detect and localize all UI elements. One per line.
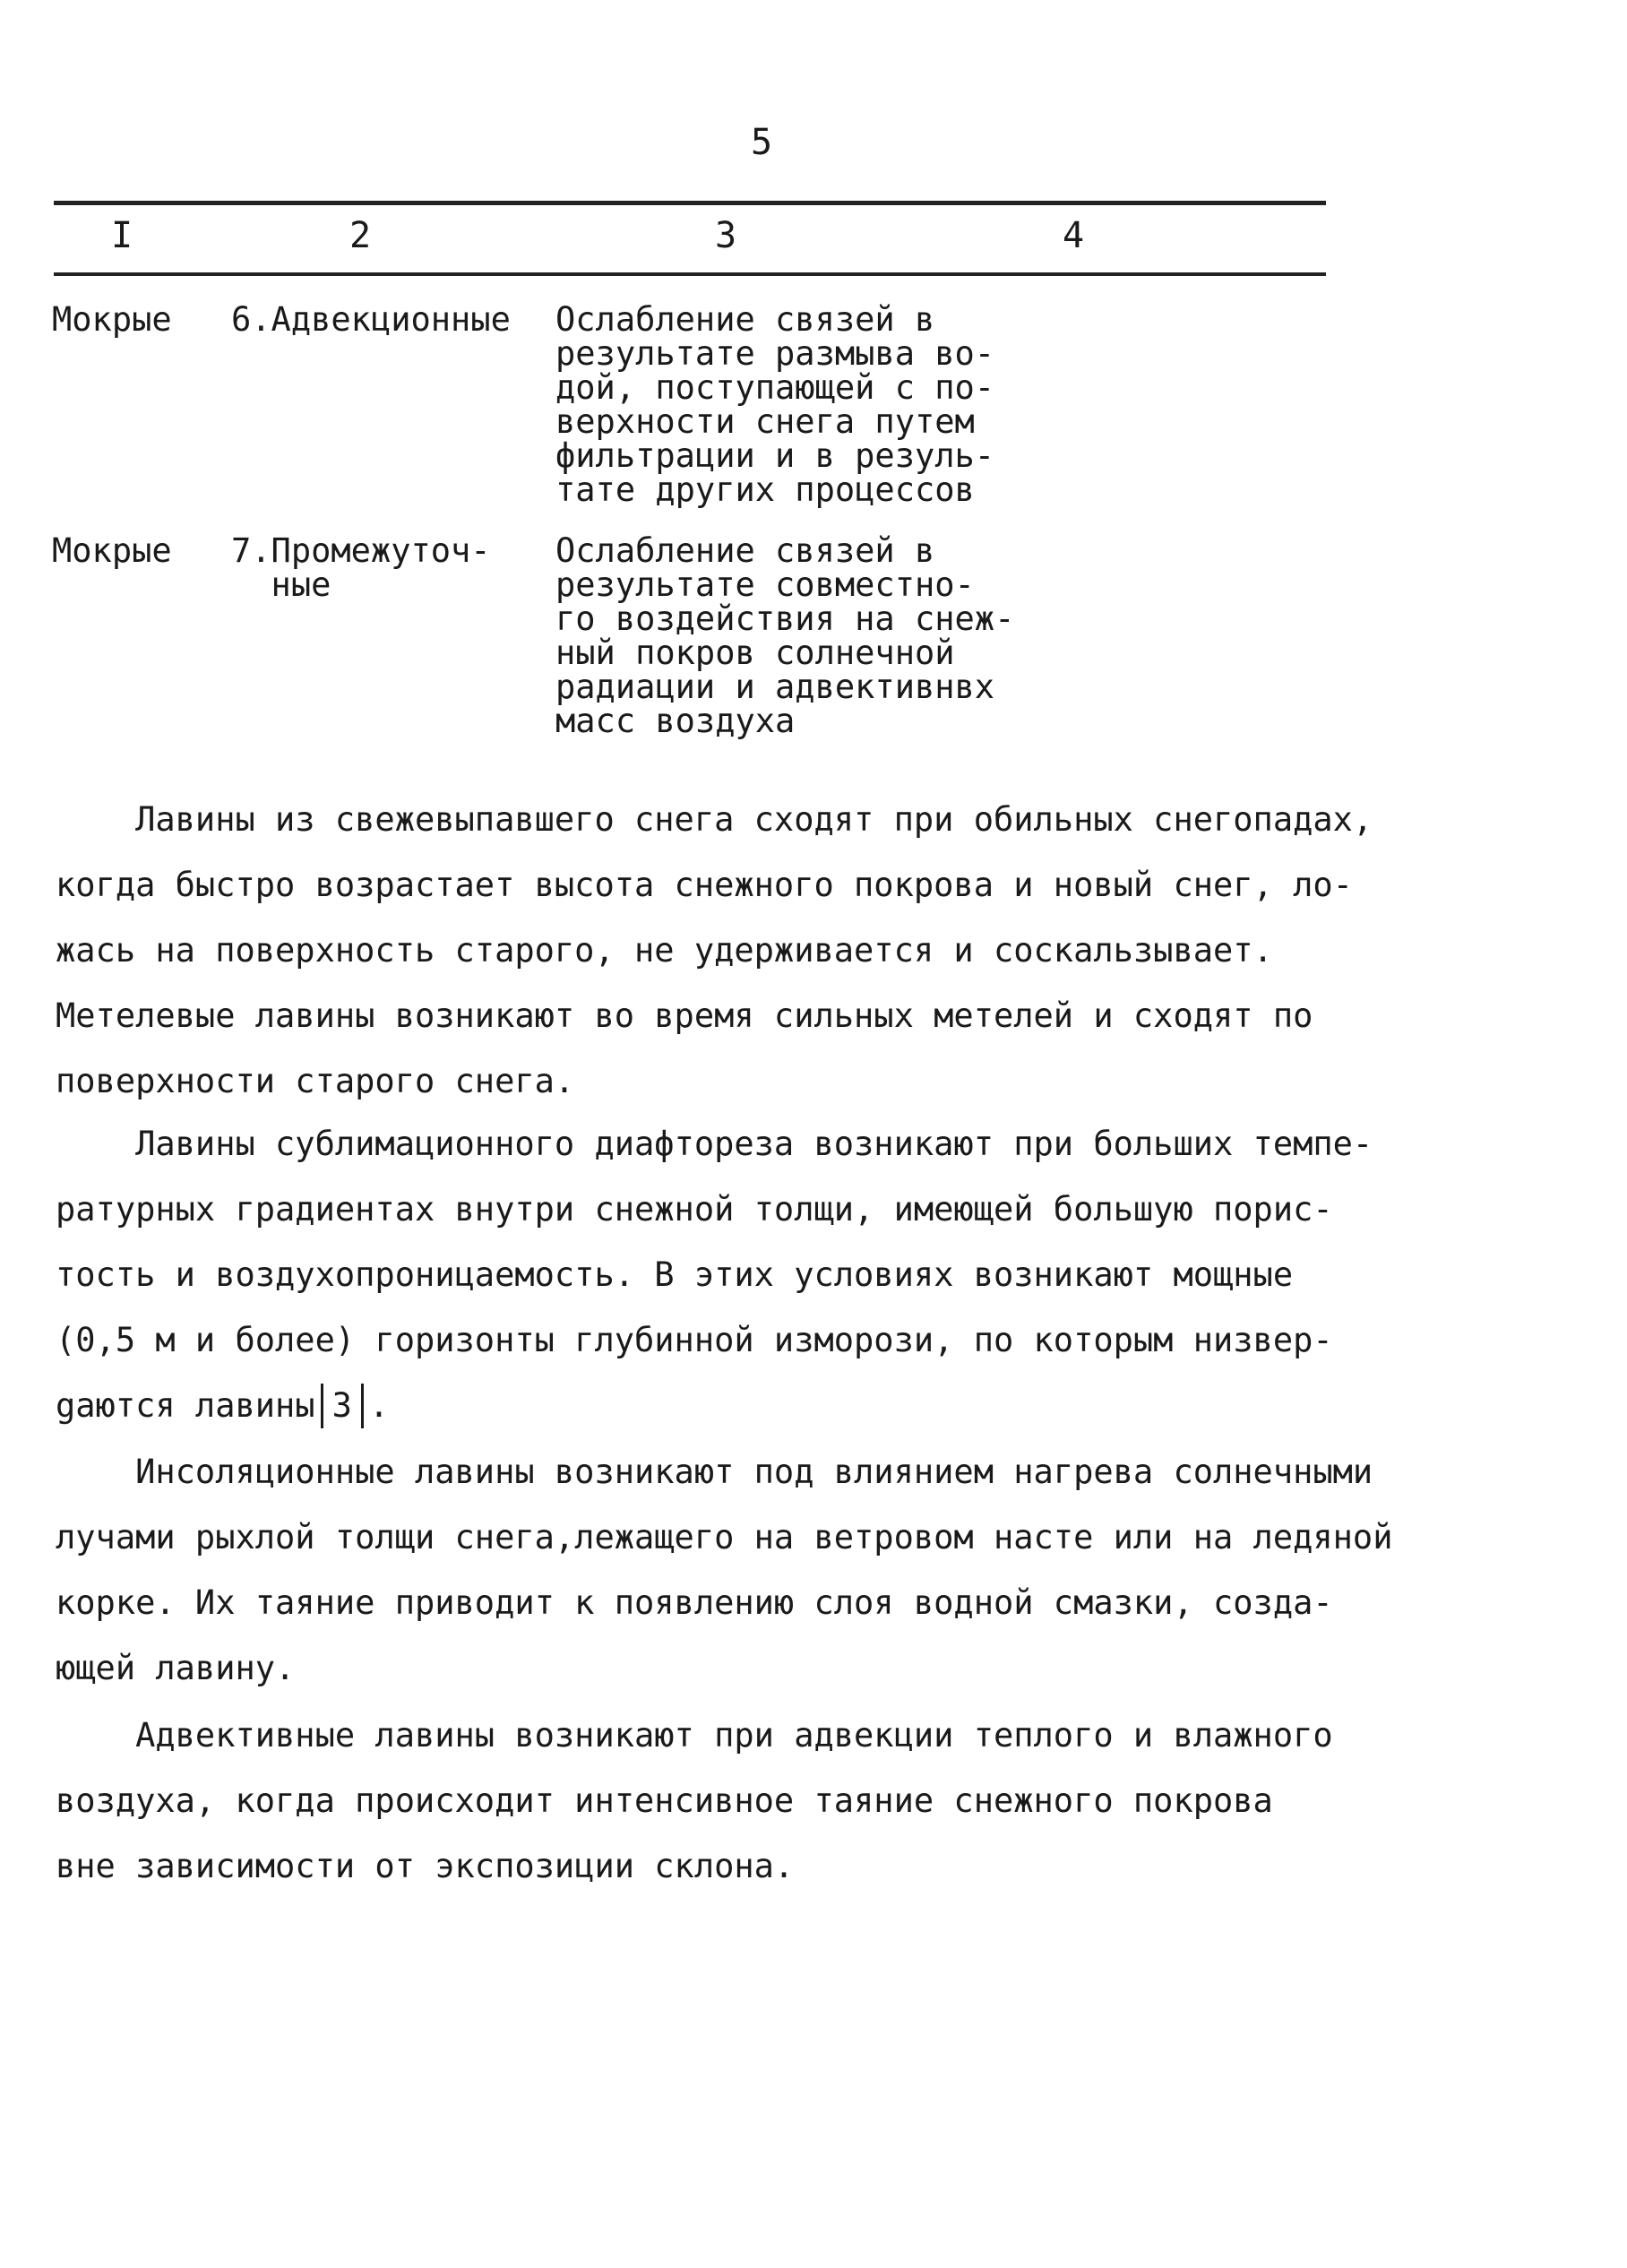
avalanche-type: Мокрые	[52, 300, 172, 339]
avalanche-description: Ослабление связей в результате совместно- го воздействия на снеж- ный покров солнечной радиации и адвективнвх масс воздуха	[555, 531, 1015, 740]
reference-bracket: 3	[321, 1384, 364, 1428]
column-header-3: 3	[715, 215, 737, 256]
paragraph-text: Лавины сублимационного диафтореза возникают при больших темпе- ратурных градиентах внутри снежной толщи, имеющей большую порис- тость и воздухопроницаемость. В этих условиях возникают мощные (0,5 м и более) горизонты глубинной изморози, по которым низвер- gаются лавины	[56, 1125, 1373, 1425]
page-number: 5	[750, 122, 773, 163]
avalanche-type: Мокрые	[52, 531, 172, 570]
avalanche-name: 6.Адвекционные	[231, 300, 511, 339]
paragraph-insolation-avalanches: Инсоляционные лавины возникают под влиянием нагрева солнечными лучами рыхлой толщи снега,лежащего на ветровом насте или на ледяной корке. Их таяние приводит к появлению слоя водной смазки, созда- ющей лавину.	[56, 1453, 1393, 1687]
column-header-2: 2	[349, 215, 372, 256]
paragraph-fresh-snow-avalanches: Лавины из свежевыпавшего снега сходят при обильных снегопадах, когда быстро возрастает высота снежного покрова и новый снег, ло- жась на поверхность старого, не удерживается и соскальзывает. Метелевые лавины возникают во время сильных метелей и сходят по поверхности старого снега.	[56, 800, 1373, 1100]
paragraph-sublimation-avalanches	[56, 1111, 1435, 1438]
table-header-rule	[54, 272, 1326, 276]
avalanche-description: Ослабление связей в результате размыва во- дой, поступающей с по- верхности снега путем фильтрации и в резуль- тате других процессов	[555, 300, 995, 509]
column-header-1: I	[111, 215, 133, 256]
column-header-4: 4	[1063, 215, 1085, 256]
avalanche-name: 7.Промежуточ- ные	[231, 531, 491, 604]
paragraph-advective-avalanches: Адвективные лавины возникают при адвекции теплого и влажного воздуха, когда происходит интенсивное таяние снежного покрова вне зависимости от экспозиции склона.	[56, 1716, 1333, 1885]
paragraph-end: .	[368, 1386, 390, 1425]
table-top-rule	[54, 201, 1326, 205]
